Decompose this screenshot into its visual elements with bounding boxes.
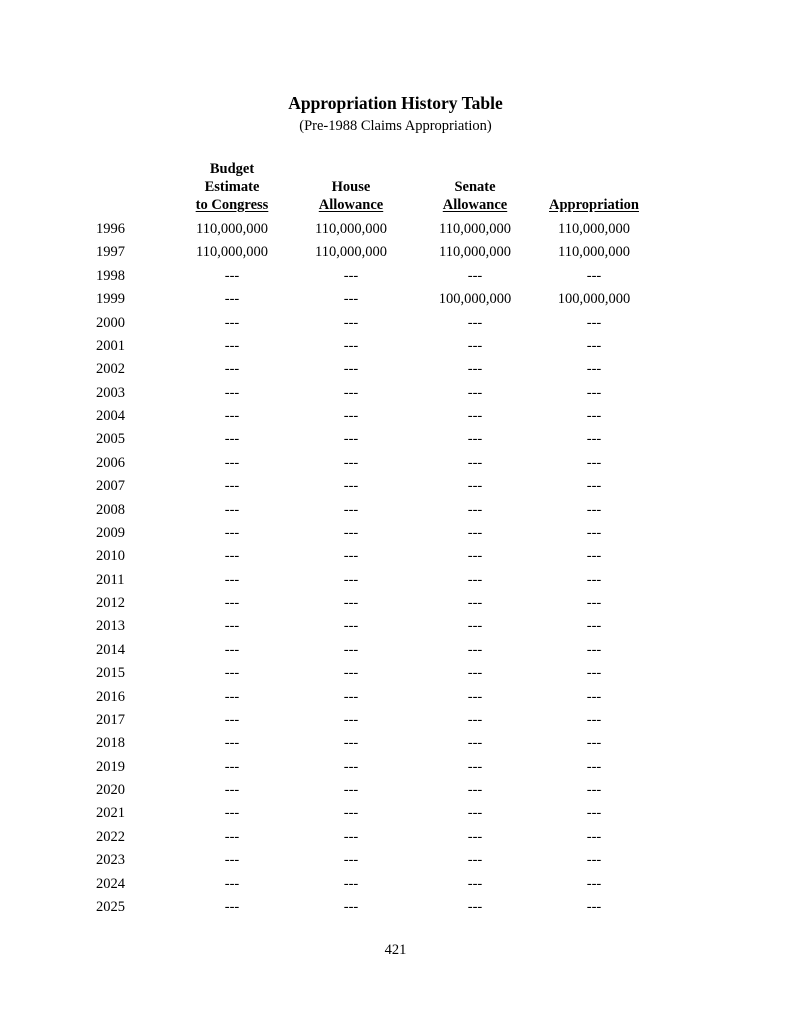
column-header-line: Allowance (442, 197, 508, 213)
budget-estimate-cell: --- (224, 875, 240, 892)
senate-allowance-cell: --- (467, 337, 483, 354)
year-cell: 2015 (96, 665, 125, 682)
year-cell: 1997 (96, 244, 125, 261)
budget-estimate-cell: --- (224, 641, 240, 658)
senate-allowance-cell: --- (467, 735, 483, 752)
appropriation-cell: --- (586, 267, 602, 284)
house-allowance-cell: --- (343, 875, 359, 892)
senate-allowance-cell: --- (467, 711, 483, 728)
table-row (0, 732, 791, 755)
budget-estimate-cell: --- (224, 852, 240, 869)
senate-allowance-cell: --- (467, 454, 483, 471)
appropriation-cell: --- (586, 711, 602, 728)
budget-estimate-cell: --- (224, 782, 240, 798)
year-cell: 2020 (96, 782, 125, 798)
appropriation-cell: 100,000,000 (557, 291, 631, 308)
senate-allowance-cell: --- (467, 618, 483, 635)
budget-estimate-cell: --- (224, 501, 240, 518)
appropriation-cell: --- (586, 524, 602, 541)
table-row (0, 686, 791, 709)
column-header-house-allowance (286, 162, 416, 214)
senate-allowance-cell: 100,000,000 (438, 291, 512, 308)
senate-allowance-cell: --- (467, 408, 483, 424)
house-allowance-cell: --- (343, 852, 359, 869)
table-row (0, 826, 791, 849)
senate-allowance-cell: --- (467, 665, 483, 682)
budget-estimate-cell: --- (224, 524, 240, 541)
table-row (0, 452, 791, 475)
house-allowance-cell: --- (343, 782, 359, 798)
column-header-line: Senate (454, 179, 496, 195)
table-row (0, 499, 791, 522)
column-header-line: Estimate (204, 179, 260, 195)
senate-allowance-cell: --- (467, 875, 483, 892)
year-cell: 2004 (96, 408, 125, 424)
appropriation-cell: --- (586, 665, 602, 682)
appropriation-cell: --- (586, 454, 602, 471)
appropriation-cell: --- (586, 828, 602, 845)
budget-estimate-cell: --- (224, 267, 240, 284)
senate-allowance-cell: --- (467, 384, 483, 401)
year-cell: 2011 (96, 571, 125, 588)
house-allowance-cell: 110,000,000 (315, 221, 387, 237)
year-cell: 1998 (96, 267, 125, 284)
table-row (0, 873, 791, 896)
table-row (0, 335, 791, 358)
budget-estimate-cell: --- (224, 595, 240, 611)
table-row (0, 358, 791, 381)
house-allowance-cell: --- (343, 828, 359, 845)
house-allowance-cell: --- (343, 571, 359, 588)
house-allowance-cell: --- (343, 618, 359, 635)
appropriation-cell: --- (586, 548, 602, 565)
table-row (0, 896, 791, 919)
house-allowance-cell: --- (343, 665, 359, 682)
house-allowance-cell: --- (343, 711, 359, 728)
table-row (0, 475, 791, 498)
appropriation-cell: --- (586, 478, 602, 495)
appropriation-cell: --- (586, 688, 602, 705)
appropriation-cell: --- (586, 875, 602, 892)
column-header-line: Appropriation (549, 197, 639, 213)
appropriation-cell: --- (586, 852, 602, 869)
appropriation-cell: --- (586, 735, 602, 752)
budget-estimate-cell: --- (224, 828, 240, 845)
senate-allowance-cell: 110,000,000 (439, 244, 511, 261)
appropriation-cell: --- (586, 337, 602, 354)
table-row (0, 522, 791, 545)
column-header-budget-estimate (167, 162, 297, 214)
senate-allowance-cell: --- (467, 571, 483, 588)
senate-allowance-cell: --- (467, 641, 483, 658)
table-row (0, 592, 791, 615)
budget-estimate-cell: --- (224, 454, 240, 471)
house-allowance-cell: --- (343, 758, 359, 775)
appropriation-cell: --- (586, 314, 602, 331)
house-allowance-cell: --- (343, 898, 359, 915)
senate-allowance-cell: --- (467, 898, 483, 915)
house-allowance-cell: --- (343, 548, 359, 565)
year-cell: 2010 (96, 548, 125, 565)
table-row (0, 569, 791, 592)
table-row (0, 312, 791, 335)
senate-allowance-cell: --- (467, 805, 483, 822)
house-allowance-cell: --- (343, 501, 359, 518)
budget-estimate-cell: --- (224, 291, 240, 308)
budget-estimate-cell: --- (224, 735, 240, 752)
house-allowance-cell: --- (343, 384, 359, 401)
senate-allowance-cell: 110,000,000 (439, 221, 511, 237)
house-allowance-cell: --- (343, 478, 359, 495)
senate-allowance-cell: --- (467, 501, 483, 518)
house-allowance-cell: --- (343, 431, 359, 448)
table-row (0, 802, 791, 825)
appropriation-cell: --- (586, 384, 602, 401)
appropriation-cell: --- (586, 805, 602, 822)
budget-estimate-cell: --- (224, 431, 240, 448)
budget-estimate-cell: 110,000,000 (196, 221, 268, 237)
table-row (0, 849, 791, 872)
senate-allowance-cell: --- (467, 595, 483, 611)
year-cell: 2018 (96, 735, 125, 752)
year-cell: 2008 (96, 501, 125, 518)
table-row (0, 288, 791, 311)
year-cell: 2002 (96, 361, 125, 378)
column-header-line: to Congress (195, 197, 269, 213)
budget-estimate-cell: --- (224, 361, 240, 378)
house-allowance-cell: --- (343, 688, 359, 705)
appropriation-cell: --- (586, 431, 602, 448)
budget-estimate-cell: --- (224, 314, 240, 331)
senate-allowance-cell: --- (467, 548, 483, 565)
appropriation-cell: --- (586, 758, 602, 775)
year-cell: 2013 (96, 618, 125, 635)
senate-allowance-cell: --- (467, 267, 483, 284)
year-cell: 2019 (96, 758, 125, 775)
house-allowance-cell: --- (343, 291, 359, 308)
table-row (0, 428, 791, 451)
year-cell: 2006 (96, 454, 125, 471)
table-row (0, 382, 791, 405)
year-cell: 2025 (96, 898, 125, 915)
house-allowance-cell: --- (343, 337, 359, 354)
budget-estimate-cell: --- (224, 805, 240, 822)
page-title: Appropriation History Table (288, 93, 503, 113)
budget-estimate-cell: --- (224, 898, 240, 915)
house-allowance-cell: --- (343, 735, 359, 752)
appropriation-cell: --- (586, 782, 602, 798)
senate-allowance-cell: --- (467, 431, 483, 448)
table-row (0, 615, 791, 638)
budget-estimate-cell: --- (224, 337, 240, 354)
budget-estimate-cell: --- (224, 548, 240, 565)
table-row (0, 218, 791, 241)
house-allowance-cell: --- (343, 408, 359, 424)
table-row (0, 756, 791, 779)
year-cell: 2021 (96, 805, 125, 822)
budget-estimate-cell: --- (224, 384, 240, 401)
senate-allowance-cell: --- (467, 314, 483, 331)
appropriation-cell: --- (586, 641, 602, 658)
page-subtitle: (Pre-1988 Claims Appropriation) (299, 118, 492, 134)
appropriation-table-body (0, 218, 791, 919)
senate-allowance-cell: --- (467, 524, 483, 541)
year-cell: 2016 (96, 688, 125, 705)
appropriation-cell: 110,000,000 (558, 244, 630, 261)
page-number: 421 (384, 942, 407, 958)
house-allowance-cell: --- (343, 267, 359, 284)
senate-allowance-cell: --- (467, 478, 483, 495)
table-row (0, 779, 791, 802)
senate-allowance-cell: --- (467, 828, 483, 845)
appropriation-cell: --- (586, 898, 602, 915)
appropriation-cell: --- (586, 408, 602, 424)
house-allowance-cell: 110,000,000 (315, 244, 387, 261)
column-header-appropriation (529, 162, 659, 214)
table-row (0, 545, 791, 568)
year-cell: 2012 (96, 595, 125, 611)
table-row (0, 405, 791, 428)
year-cell: 1996 (96, 221, 125, 237)
year-cell: 2009 (96, 524, 125, 541)
column-header-line: Allowance (318, 197, 384, 213)
house-allowance-cell: --- (343, 641, 359, 658)
year-cell: 2023 (96, 852, 125, 869)
year-cell: 2014 (96, 641, 125, 658)
house-allowance-cell: --- (343, 454, 359, 471)
house-allowance-cell: --- (343, 524, 359, 541)
appropriation-cell: --- (586, 595, 602, 611)
column-header-line: Budget (209, 161, 255, 177)
appropriation-cell: 110,000,000 (558, 221, 630, 237)
year-cell: 2022 (96, 828, 125, 845)
budget-estimate-cell: --- (224, 711, 240, 728)
house-allowance-cell: --- (343, 805, 359, 822)
budget-estimate-cell: --- (224, 408, 240, 424)
budget-estimate-cell: 110,000,000 (196, 244, 268, 261)
senate-allowance-cell: --- (467, 361, 483, 378)
year-cell: 2000 (96, 314, 125, 331)
year-cell: 2005 (96, 431, 125, 448)
budget-estimate-cell: --- (224, 758, 240, 775)
year-cell: 2003 (96, 384, 125, 401)
appropriation-cell: --- (586, 501, 602, 518)
year-cell: 2007 (96, 478, 125, 495)
year-cell: 2017 (96, 711, 125, 728)
house-allowance-cell: --- (343, 595, 359, 611)
senate-allowance-cell: --- (467, 782, 483, 798)
column-header-senate-allowance (410, 162, 540, 214)
table-row (0, 709, 791, 732)
year-cell: 2024 (96, 875, 125, 892)
table-row (0, 639, 791, 662)
table-row (0, 662, 791, 685)
senate-allowance-cell: --- (467, 758, 483, 775)
budget-estimate-cell: --- (224, 478, 240, 495)
appropriation-cell: --- (586, 618, 602, 635)
year-cell: 2001 (96, 337, 125, 354)
appropriation-cell: --- (586, 571, 602, 588)
budget-estimate-cell: --- (224, 688, 240, 705)
senate-allowance-cell: --- (467, 688, 483, 705)
table-row (0, 241, 791, 264)
column-header-line: House (331, 179, 371, 195)
appropriation-cell: --- (586, 361, 602, 378)
table-row (0, 265, 791, 288)
house-allowance-cell: --- (343, 314, 359, 331)
budget-estimate-cell: --- (224, 618, 240, 635)
budget-estimate-cell: --- (224, 571, 240, 588)
house-allowance-cell: --- (343, 361, 359, 378)
budget-estimate-cell: --- (224, 665, 240, 682)
senate-allowance-cell: --- (467, 852, 483, 869)
year-cell: 1999 (96, 291, 125, 308)
